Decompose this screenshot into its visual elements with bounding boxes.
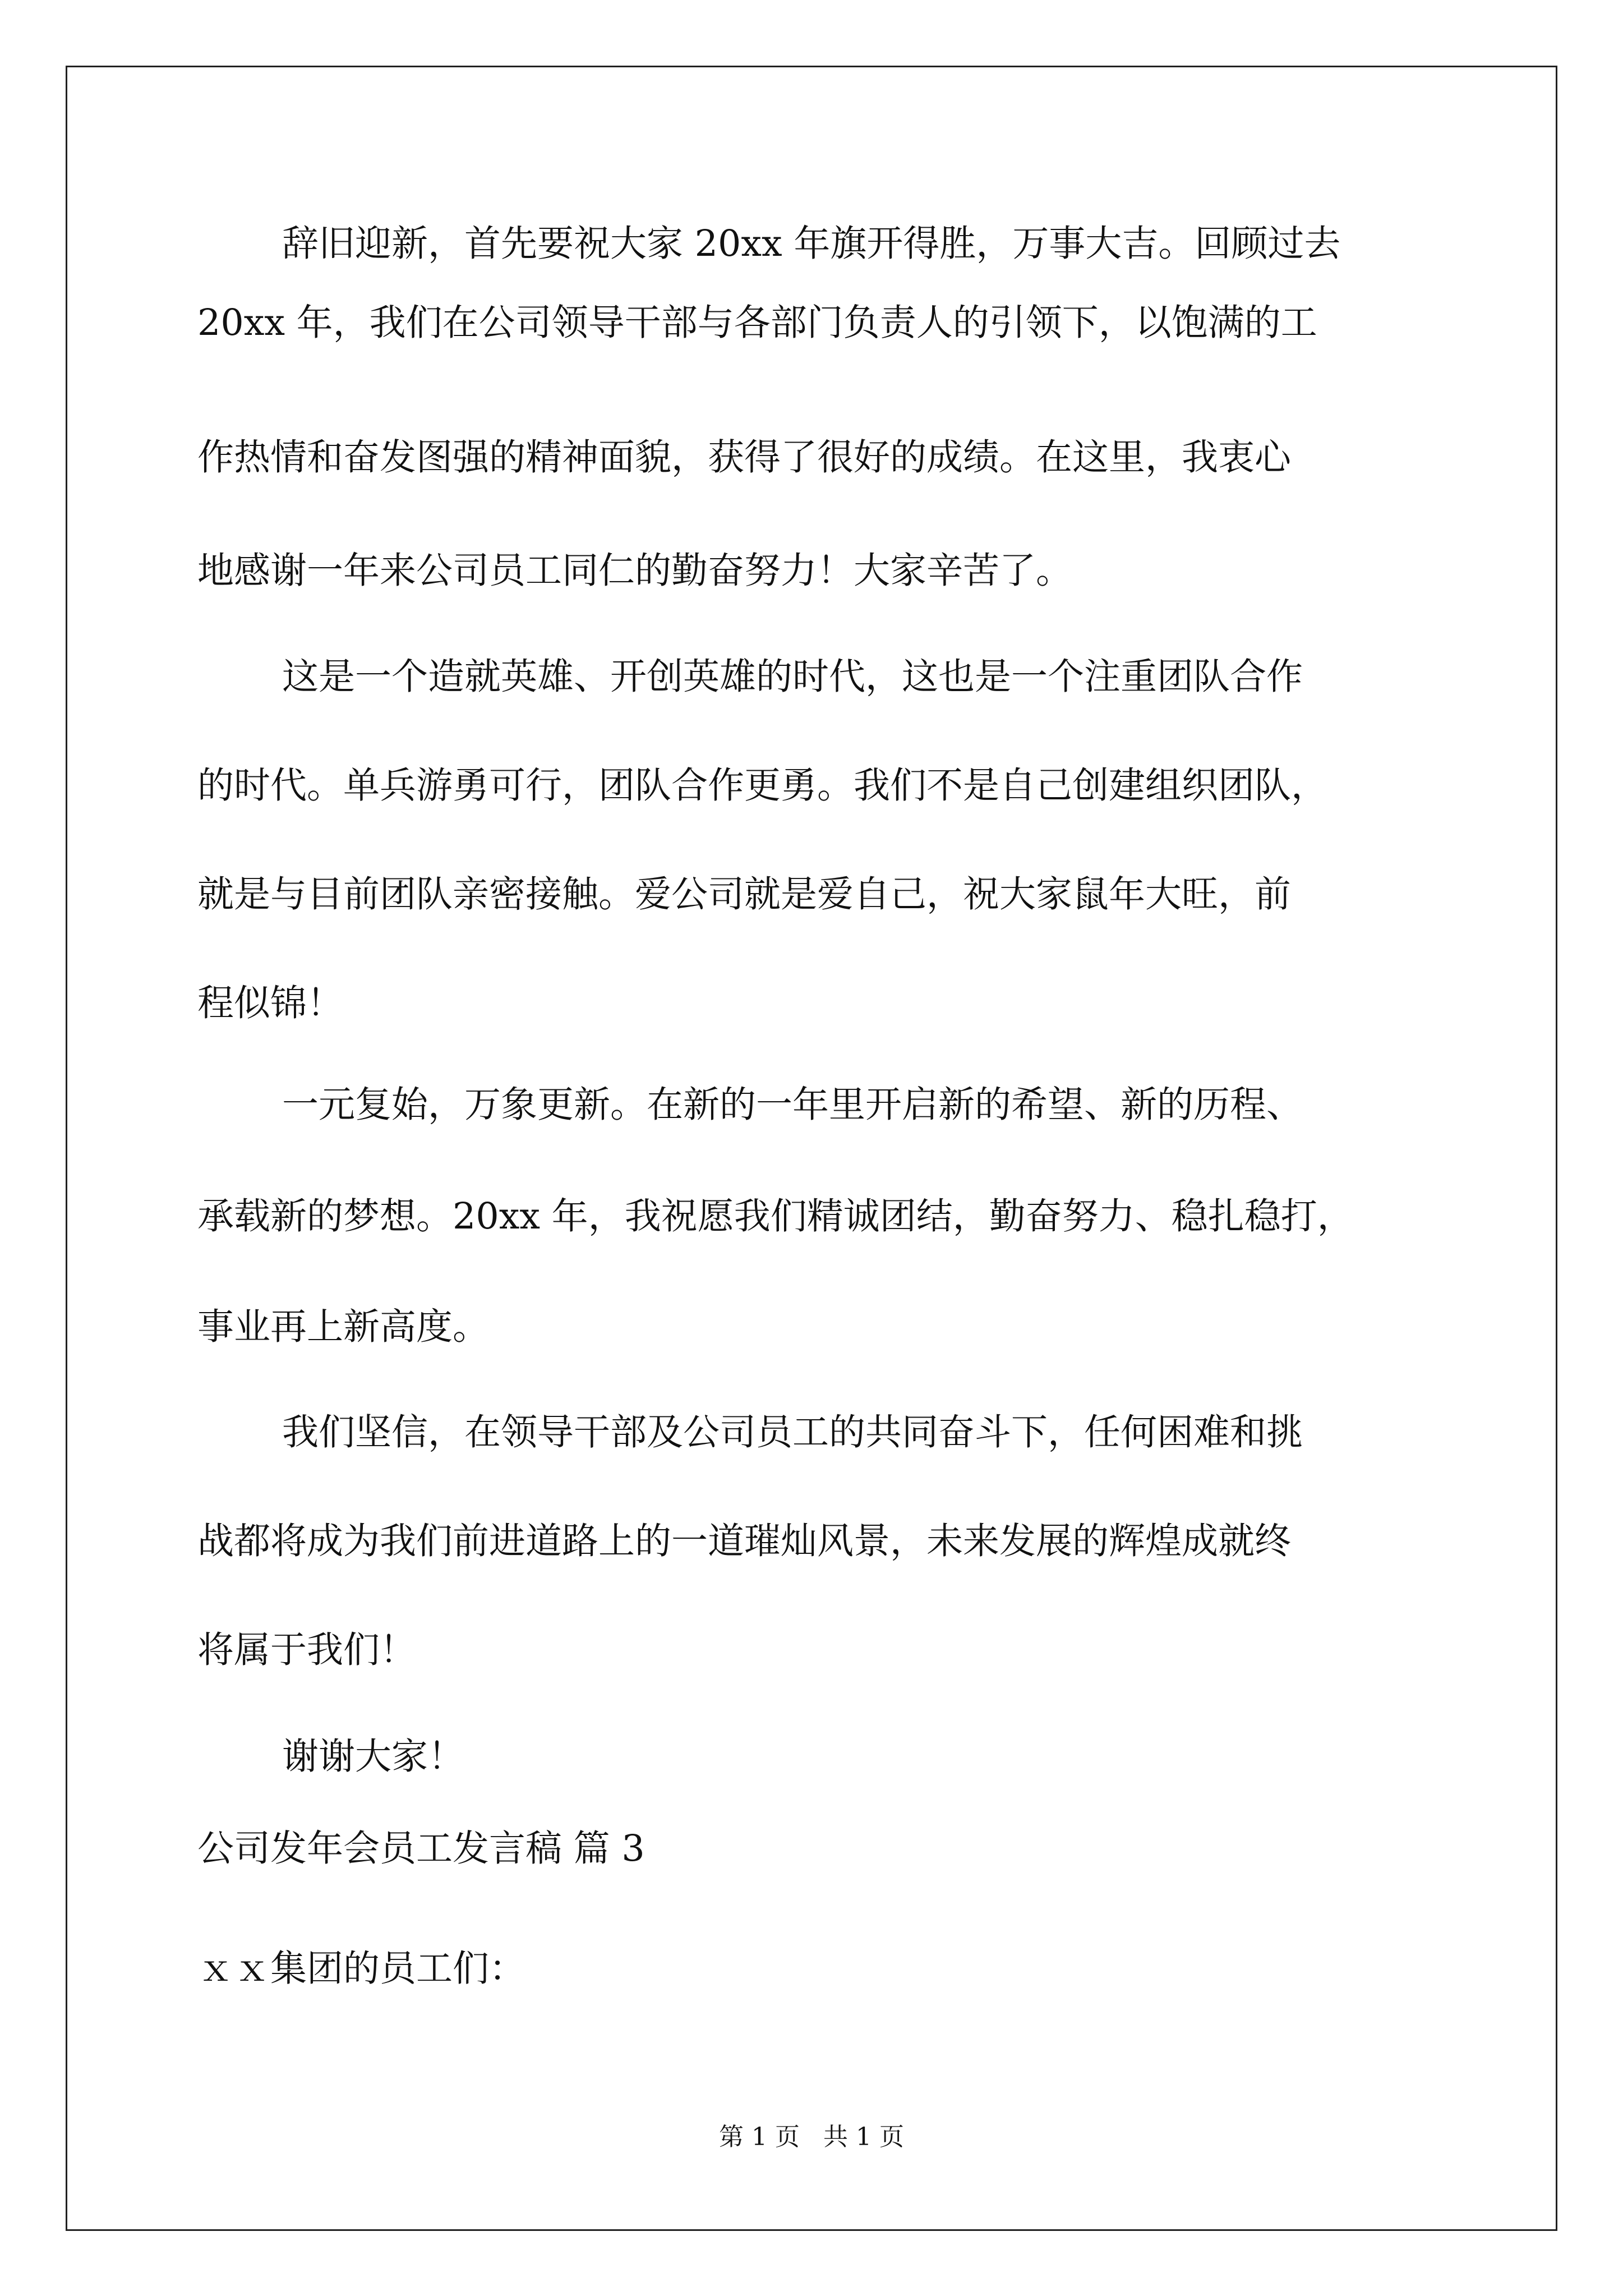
paragraph-4-line-2: 战都将成为我们前进道路上的一道璀灿风景，未来发展的辉煌成就终 [197,1520,1292,1562]
paragraph-3-line-1: 一元复始，万象更新。在新的一年里开启新的希望、新的历程、 [282,1084,1303,1126]
paragraph-1-line-3: 作热情和奋发图强的精神面貌，获得了很好的成绩。在这里，我衷心 [197,436,1292,478]
paragraph-2-line-1: 这是一个造就英雄、开创英雄的时代，这也是一个注重团队合作 [282,656,1303,698]
paragraph-1-line-4: 地感谢一年来公司员工同仁的勤奋努力！大家辛苦了。 [197,550,1073,592]
paragraph-2-line-2: 的时代。单兵游勇可行，团队合作更勇。我们不是自己创建组织团队， [197,765,1328,807]
paragraph-1-line-1: 辞旧迎新，首先要祝大家 20xx 年旗开得胜，万事大吉。回顾过去 [282,223,1341,265]
paragraph-4-line-1: 我们坚信，在领导干部及公司员工的共同奋斗下，任何困难和挑 [282,1411,1303,1453]
paragraph-3-line-2: 承载新的梦想。20xx 年，我祝愿我们精诚团结，勤奋努力、稳扎稳打， [197,1195,1354,1237]
paragraph-2-line-4: 程似锦！ [197,982,344,1024]
paragraph-4-line-3: 将属于我们！ [197,1629,417,1671]
salutation: ｘｘ集团的员工们： [197,1948,526,1990]
page-border [66,66,1557,2231]
closing-thanks: 谢谢大家！ [282,1736,465,1778]
section-heading: 公司发年会员工发言稿 篇 3 [197,1828,645,1870]
paragraph-3-line-3: 事业再上新高度。 [197,1306,490,1348]
paragraph-2-line-3: 就是与目前团队亲密接触。爱公司就是爱自己，祝大家鼠年大旺，前 [197,873,1292,915]
page-footer: 第 1 页 共 1 页 [719,2123,904,2151]
paragraph-1-line-2: 20xx 年，我们在公司领导干部与各部门负责人的引领下，以饱满的工 [197,302,1317,344]
